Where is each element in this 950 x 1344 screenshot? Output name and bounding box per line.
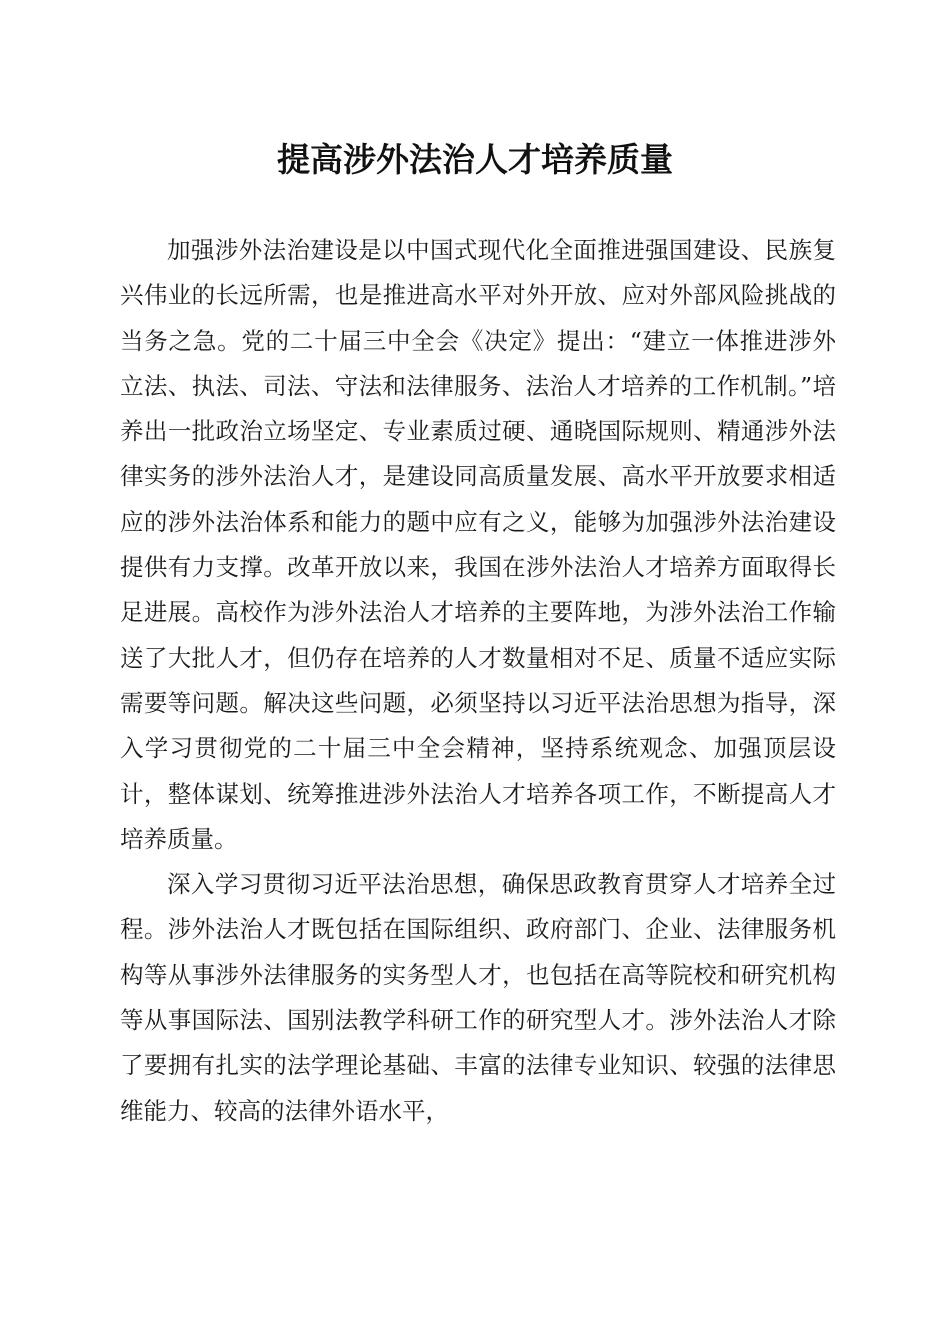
paragraph-1: 加强涉外法治建设是以中国式现代化全面推进强国建设、民族复兴伟业的长远所需，也是推进高水平对外开放、应对外部风险挑战的当务之急。党的二十届三中全会《决定》提出：“建立一体推进涉外立法、执法、司法、守法和法律服务、法治人才培养的工作机制。”培养出一批政治立场坚定、专业素质过硬、通晓国际规则、精通涉外法律实务的涉外法治人才，是建设同高质量发展、高水平开放要求相适应的涉外法治体系和能力的题中应有之义，能够为加强涉外法治建设提供有力支撑。改革开放以来，我国在涉外法治人才培养方面取得长足进展。高校作为涉外法治人才培养的主要阵地，为涉外法治工作输送了大批人才，但仍存在培养的人才数量相对不足、质量不适应实际需要等问题。解决这些问题，必须坚持以习近平法治思想为指导，深入学习贯彻党的二十届三中全会精神，坚持系统观念、加强顶层设计，整体谋划、统筹推进涉外法治人才培养各项工作，不断提高人才培养质量。 [120,236,836,853]
paragraph-2: 深入学习贯彻习近平法治思想，确保思政教育贯穿人才培养全过程。涉外法治人才既包括在国际组织、政府部门、企业、法律服务机构等从事涉外法律服务的实务型人才，也包括在高等院校和研究机构等从事国际法、国别法教学科研工作的研究型人才。涉外法治人才除了要拥有扎实的法学理论基础、丰富的法律专业知识、较强的法律思维能力、较高的法律外语水平， [120,870,836,1125]
document-title: 提高涉外法治人才培养质量 [277,140,673,179]
document-body [120,228,836,1134]
